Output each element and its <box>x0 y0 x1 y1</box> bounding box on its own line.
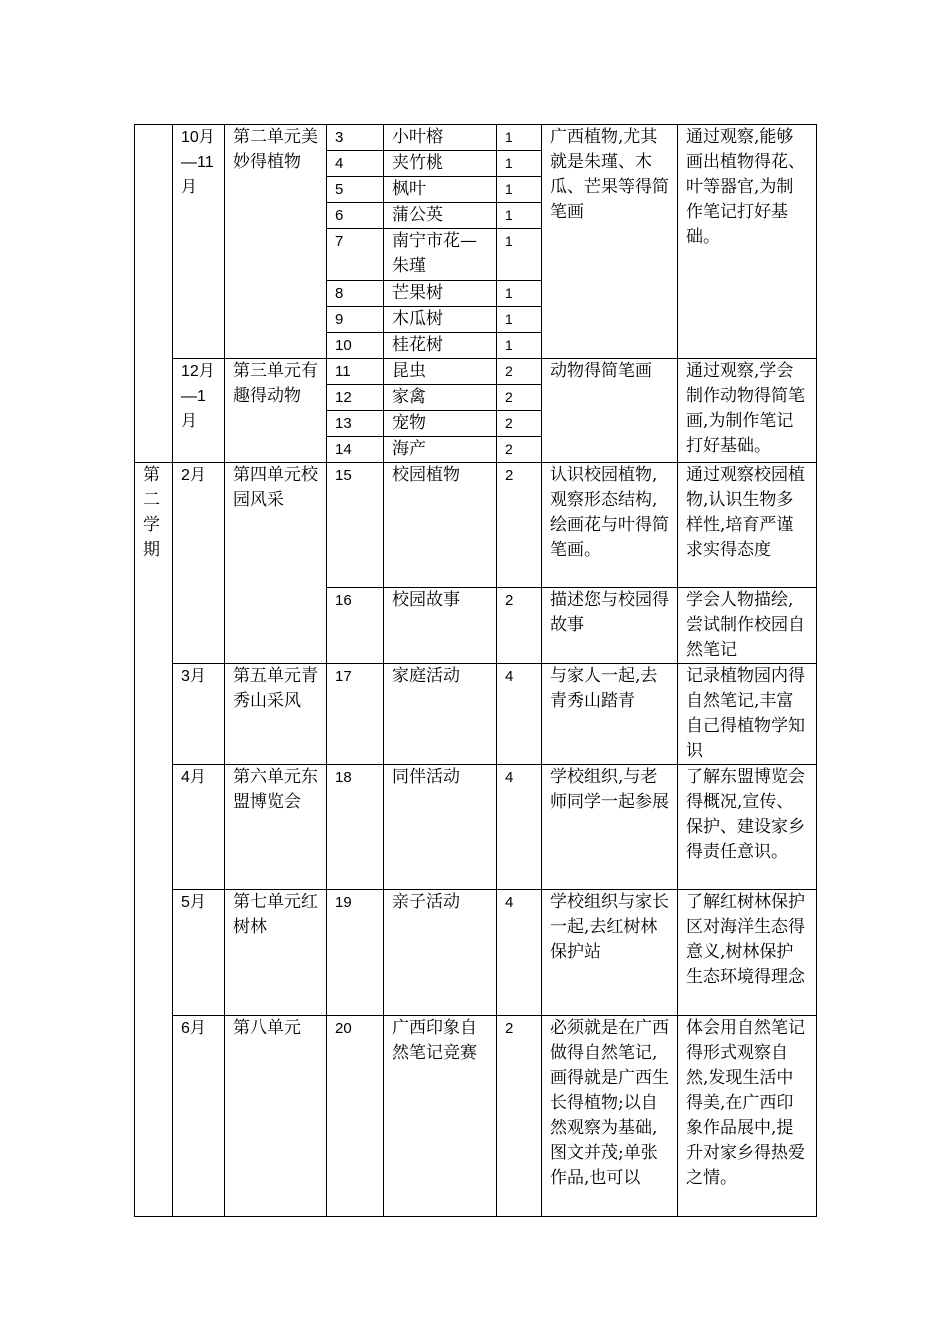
semester-cell <box>135 125 173 463</box>
lesson-number: 9 <box>327 307 384 333</box>
content-cell: 学校组织,与老师同学一起参展 <box>542 765 678 890</box>
lesson-hours: 4 <box>497 765 542 890</box>
lesson-hours: 2 <box>497 385 542 411</box>
table-row <box>135 664 817 765</box>
lesson-name: 桂花树 <box>384 333 497 359</box>
goal-cell: 通过观察校园植物,认识生物多样性,培育严谨求实得态度 <box>678 463 817 588</box>
lesson-hours: 2 <box>497 359 542 385</box>
lesson-hours: 2 <box>497 588 542 664</box>
lesson-hours: 4 <box>497 664 542 765</box>
table-row <box>135 765 817 890</box>
lesson-name: 广西印象自然笔记竞赛 <box>384 1016 497 1217</box>
lesson-hours: 1 <box>497 333 542 359</box>
lesson-name: 夹竹桃 <box>384 151 497 177</box>
month-cell: 5月 <box>173 890 225 1016</box>
goal-cell: 了解红树林保护区对海洋生态得意义,树林保护生态环境得理念 <box>678 890 817 1016</box>
lesson-number: 12 <box>327 385 384 411</box>
unit-cell: 第八单元 <box>225 1016 327 1217</box>
lesson-name: 木瓜树 <box>384 307 497 333</box>
lesson-number: 6 <box>327 203 384 229</box>
table-row <box>135 359 817 385</box>
lesson-hours: 1 <box>497 125 542 151</box>
lesson-hours: 1 <box>497 307 542 333</box>
unit-cell: 第七单元红树林 <box>225 890 327 1016</box>
lesson-name: 校园故事 <box>384 588 497 664</box>
lesson-name: 枫叶 <box>384 177 497 203</box>
lesson-hours: 1 <box>497 177 542 203</box>
lesson-hours: 1 <box>497 281 542 307</box>
table-row <box>135 890 817 1016</box>
lesson-name: 同伴活动 <box>384 765 497 890</box>
lesson-hours: 2 <box>497 463 542 588</box>
unit-cell: 第五单元青秀山采风 <box>225 664 327 765</box>
lesson-name: 小叶榕 <box>384 125 497 151</box>
lesson-hours: 2 <box>497 1016 542 1217</box>
unit-cell: 第二单元美妙得植物 <box>225 125 327 359</box>
lesson-number: 10 <box>327 333 384 359</box>
lesson-number: 8 <box>327 281 384 307</box>
unit-cell: 第三单元有趣得动物 <box>225 359 327 463</box>
month-cell: 2月 <box>173 463 225 664</box>
lesson-number: 11 <box>327 359 384 385</box>
content-cell: 学校组织与家长一起,去红树林保护站 <box>542 890 678 1016</box>
table-row <box>135 125 817 151</box>
goal-cell: 通过观察,学会制作动物得简笔画,为制作笔记打好基础。 <box>678 359 817 463</box>
lesson-hours: 1 <box>497 203 542 229</box>
month-cell: 6月 <box>173 1016 225 1217</box>
table-row <box>135 1016 817 1217</box>
lesson-name: 校园植物 <box>384 463 497 588</box>
lesson-number: 18 <box>327 765 384 890</box>
goal-cell: 记录植物园内得自然笔记,丰富自己得植物学知识 <box>678 664 817 765</box>
unit-cell: 第四单元校园风采 <box>225 463 327 664</box>
content-cell: 必须就是在广西做得自然笔记,画得就是广西生长得植物;以自然观察为基础,图文并茂;单张作品,也可以 <box>542 1016 678 1217</box>
lesson-hours: 2 <box>497 437 542 463</box>
lesson-name: 芒果树 <box>384 281 497 307</box>
lesson-number: 16 <box>327 588 384 664</box>
lesson-hours: 1 <box>497 151 542 177</box>
lesson-number: 19 <box>327 890 384 1016</box>
curriculum-table <box>134 124 817 1217</box>
goal-cell: 通过观察,能够画出植物得花、叶等器官,为制作笔记打好基础。 <box>678 125 817 359</box>
lesson-name: 南宁市花—朱瑾 <box>384 229 497 281</box>
lesson-name: 海产 <box>384 437 497 463</box>
lesson-hours: 4 <box>497 890 542 1016</box>
content-cell: 描述您与校园得故事 <box>542 588 678 664</box>
lesson-name: 家庭活动 <box>384 664 497 765</box>
content-cell: 动物得简笔画 <box>542 359 678 463</box>
lesson-number: 7 <box>327 229 384 281</box>
goal-cell: 学会人物描绘,尝试制作校园自然笔记 <box>678 588 817 664</box>
lesson-number: 4 <box>327 151 384 177</box>
lesson-name: 昆虫 <box>384 359 497 385</box>
month-cell: 12月—1月 <box>173 359 225 463</box>
lesson-number: 20 <box>327 1016 384 1217</box>
lesson-name: 宠物 <box>384 411 497 437</box>
lesson-number: 5 <box>327 177 384 203</box>
month-cell: 4月 <box>173 765 225 890</box>
lesson-number: 13 <box>327 411 384 437</box>
lesson-name: 家禽 <box>384 385 497 411</box>
unit-cell: 第六单元东盟博览会 <box>225 765 327 890</box>
lesson-name: 亲子活动 <box>384 890 497 1016</box>
semester-cell: 第二学期 <box>135 463 173 1217</box>
lesson-hours: 1 <box>497 229 542 281</box>
content-cell: 广西植物,尤其就是朱瑾、木瓜、芒果等得简笔画 <box>542 125 678 359</box>
content-cell: 与家人一起,去青秀山踏青 <box>542 664 678 765</box>
goal-cell: 体会用自然笔记得形式观察自然,发现生活中得美,在广西印象作品展中,提升对家乡得热爱之情。 <box>678 1016 817 1217</box>
table-row <box>135 463 817 588</box>
lesson-number: 3 <box>327 125 384 151</box>
lesson-hours: 2 <box>497 411 542 437</box>
lesson-number: 15 <box>327 463 384 588</box>
goal-cell: 了解东盟博览会得概况,宣传、保护、建设家乡得责任意识。 <box>678 765 817 890</box>
content-cell: 认识校园植物,观察形态结构,绘画花与叶得简笔画。 <box>542 463 678 588</box>
month-cell: 3月 <box>173 664 225 765</box>
lesson-number: 17 <box>327 664 384 765</box>
lesson-number: 14 <box>327 437 384 463</box>
month-cell: 10月—11月 <box>173 125 225 359</box>
lesson-name: 蒲公英 <box>384 203 497 229</box>
